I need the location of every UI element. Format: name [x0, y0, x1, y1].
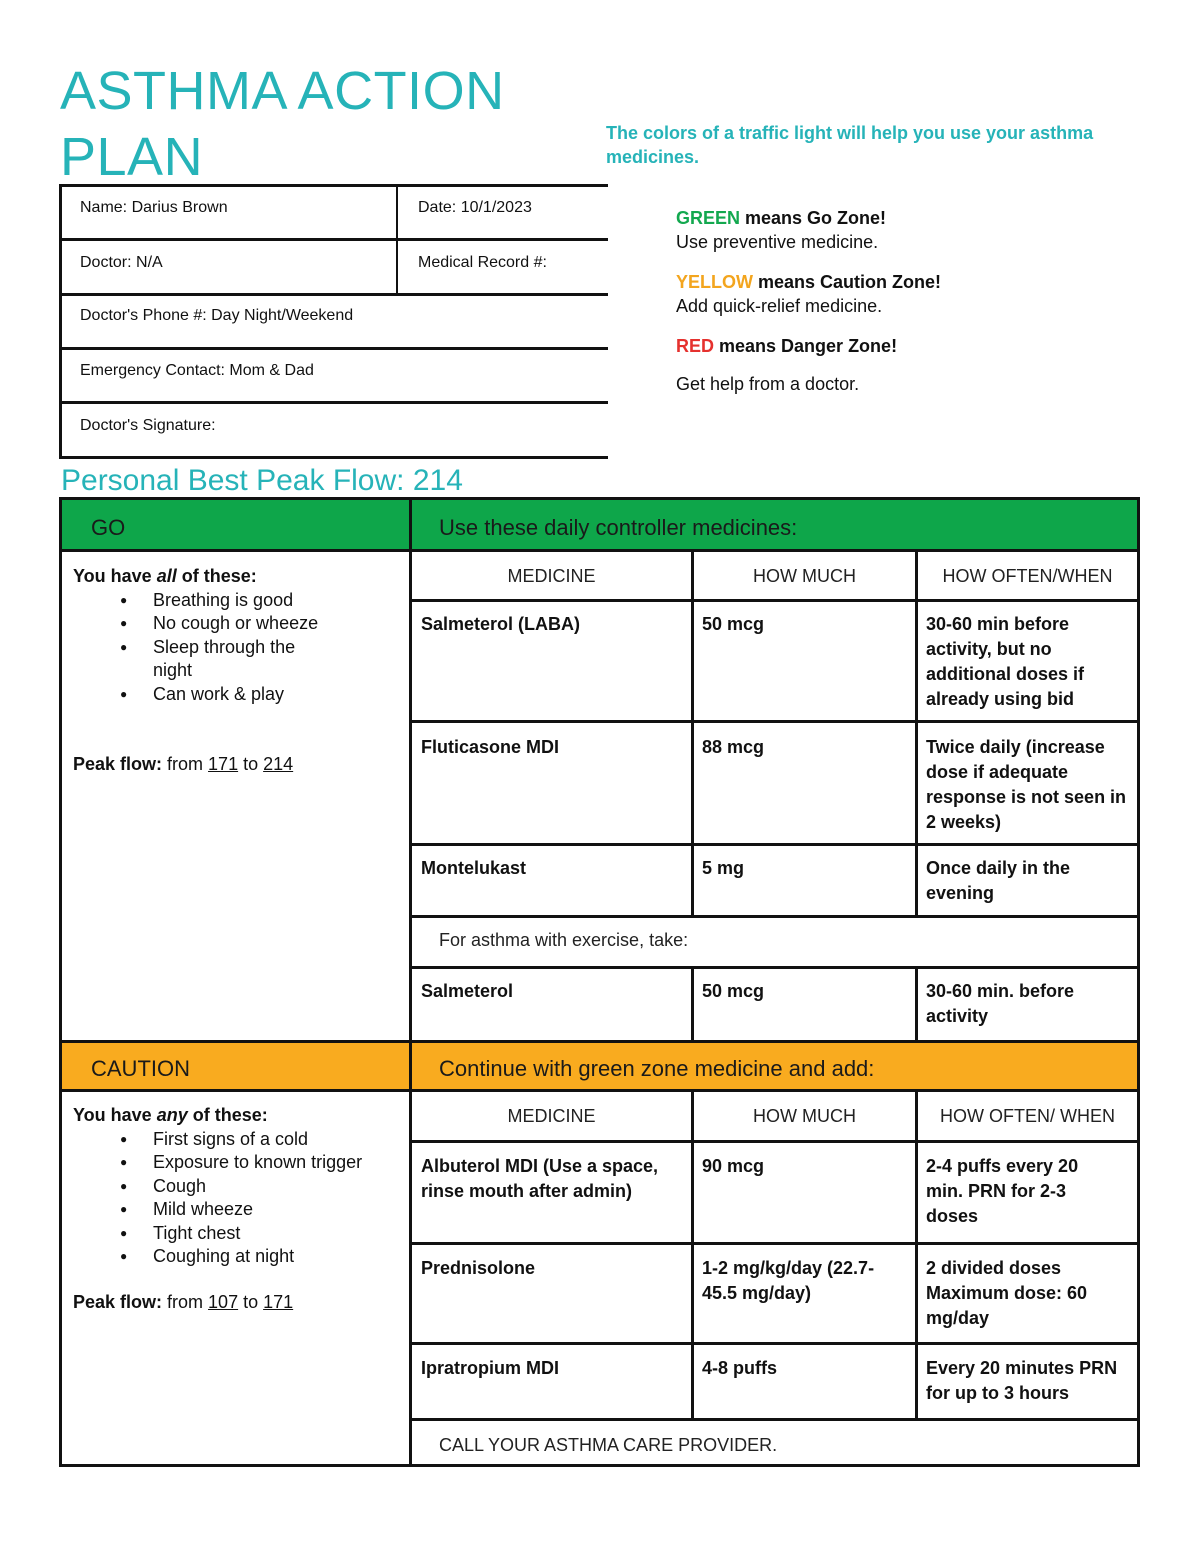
- list-item: ● Breathing is good: [153, 589, 393, 613]
- go-symptoms: [73, 565, 393, 777]
- go-header-how-often: HOW OFTEN/WHEN: [942, 566, 1113, 586]
- go-zone-label: GO: [91, 515, 126, 540]
- emergency-contact: Emergency Contact: Mom & Dad: [80, 362, 314, 379]
- exercise-med-when: 30-60 min. before activity: [926, 981, 1075, 1026]
- go-header-medicine: MEDICINE: [507, 566, 596, 586]
- caution-med-3-name: Ipratropium MDI: [421, 1358, 559, 1378]
- caution-med-2-amount: 1-2 mg/kg/day (22.7-45.5 mg/day): [702, 1258, 875, 1303]
- go-header-how-much: HOW MUCH: [753, 566, 856, 586]
- exercise-note: For asthma with exercise, take:: [439, 930, 689, 950]
- go-med-2-when: Twice daily (increase dose if adequate response is not seen in 2 weeks): [926, 737, 1127, 832]
- go-med-2-amount: 88 mcg: [702, 737, 765, 757]
- caution-med-2-name: Prednisolone: [421, 1258, 536, 1278]
- caution-med-1-when: 2-4 puffs every 20 min. PRN for 2-3 doses: [926, 1156, 1079, 1226]
- doctor-name: Doctor: N/A: [80, 254, 163, 271]
- caution-symptoms: [73, 1104, 403, 1314]
- exercise-med-name: Salmeterol: [421, 981, 514, 1001]
- go-symptoms-lead: You have all of these:: [73, 566, 257, 586]
- patient-name: Name: Darius Brown: [80, 199, 228, 216]
- doctor-phone: Doctor's Phone #: Day Night/Weekend: [80, 307, 354, 324]
- legend-red-desc: Get help from a doctor.: [676, 374, 860, 394]
- list-item: ● Cough: [153, 1175, 403, 1199]
- medical-record-number: Medical Record #:: [418, 254, 547, 271]
- go-med-1-name: Salmeterol (LABA): [421, 614, 581, 634]
- legend-green-desc: Use preventive medicine.: [676, 232, 879, 252]
- page-title: [60, 58, 505, 190]
- caution-med-3-amount: 4-8 puffs: [702, 1358, 778, 1378]
- caution-header-how-often: HOW OFTEN/ WHEN: [940, 1106, 1115, 1126]
- go-med-3-amount: 5 mg: [702, 858, 745, 878]
- exercise-med-amount: 50 mcg: [702, 981, 765, 1001]
- caution-zone-instruction: Continue with green zone medicine and add:: [439, 1056, 875, 1081]
- go-zone-header: [62, 500, 1137, 549]
- caution-med-3-when: Every 20 minutes PRN for up to 3 hours: [926, 1358, 1118, 1403]
- go-peak-flow: Peak flow: from 171 to 214: [73, 754, 294, 774]
- list-item: ● Tight chest: [153, 1222, 403, 1246]
- traffic-light-intro: The colors of a traffic light will help you use your asthma medicines.: [606, 123, 1094, 167]
- caution-peak-flow: Peak flow: from 107 to 171: [73, 1291, 294, 1312]
- list-item: ● Sleep through the night: [153, 636, 323, 683]
- go-med-3-when: Once daily in the evening: [926, 858, 1071, 903]
- caution-med-2-when: 2 divided doses Maximum dose: 60 mg/day: [926, 1258, 1088, 1328]
- list-item: ● Mild wheeze: [153, 1198, 403, 1222]
- go-med-1-amount: 50 mcg: [702, 614, 765, 634]
- list-item: ● No cough or wheeze: [153, 612, 393, 636]
- title-line-2: PLAN: [60, 127, 204, 187]
- zones-table: [59, 497, 1140, 1467]
- caution-zone-header: [62, 1043, 1137, 1090]
- go-med-3-name: Montelukast: [421, 858, 527, 878]
- list-item: ● Exposure to known trigger: [153, 1151, 403, 1175]
- doctor-signature: Doctor's Signature:: [80, 417, 216, 434]
- legend-green: GREEN means Go Zone!: [676, 208, 887, 228]
- title-line-1: ASTHMA ACTION: [60, 61, 505, 121]
- zone-legend: [676, 206, 1156, 397]
- caution-header-medicine: MEDICINE: [507, 1106, 596, 1126]
- caution-symptoms-lead: You have any of these:: [73, 1105, 268, 1125]
- list-item: ● First signs of a cold: [153, 1128, 403, 1152]
- legend-yellow: YELLOW means Caution Zone!: [676, 272, 942, 292]
- legend-red: RED means Danger Zone!: [676, 336, 898, 356]
- legend-yellow-desc: Add quick-relief medicine.: [676, 296, 883, 316]
- caution-header-how-much: HOW MUCH: [753, 1106, 856, 1126]
- go-zone-instruction: Use these daily controller medicines:: [439, 515, 798, 540]
- list-item: ● Can work & play: [153, 683, 393, 707]
- list-item: ● Coughing at night: [153, 1245, 403, 1269]
- personal-best-peak-flow: Personal Best Peak Flow: 214: [61, 464, 463, 497]
- caution-med-1-amount: 90 mcg: [702, 1156, 765, 1176]
- plan-date: Date: 10/1/2023: [418, 199, 532, 216]
- go-med-2-name: Fluticasone MDI: [421, 737, 560, 757]
- call-provider-note: CALL YOUR ASTHMA CARE PROVIDER.: [439, 1435, 778, 1455]
- caution-zone-label: CAUTION: [91, 1056, 190, 1081]
- go-med-1-when: 30-60 min before activity, but no additional doses if already using bid: [926, 614, 1085, 709]
- caution-med-1-name: Albuterol MDI (Use a space, rinse mouth after admin): [421, 1156, 659, 1201]
